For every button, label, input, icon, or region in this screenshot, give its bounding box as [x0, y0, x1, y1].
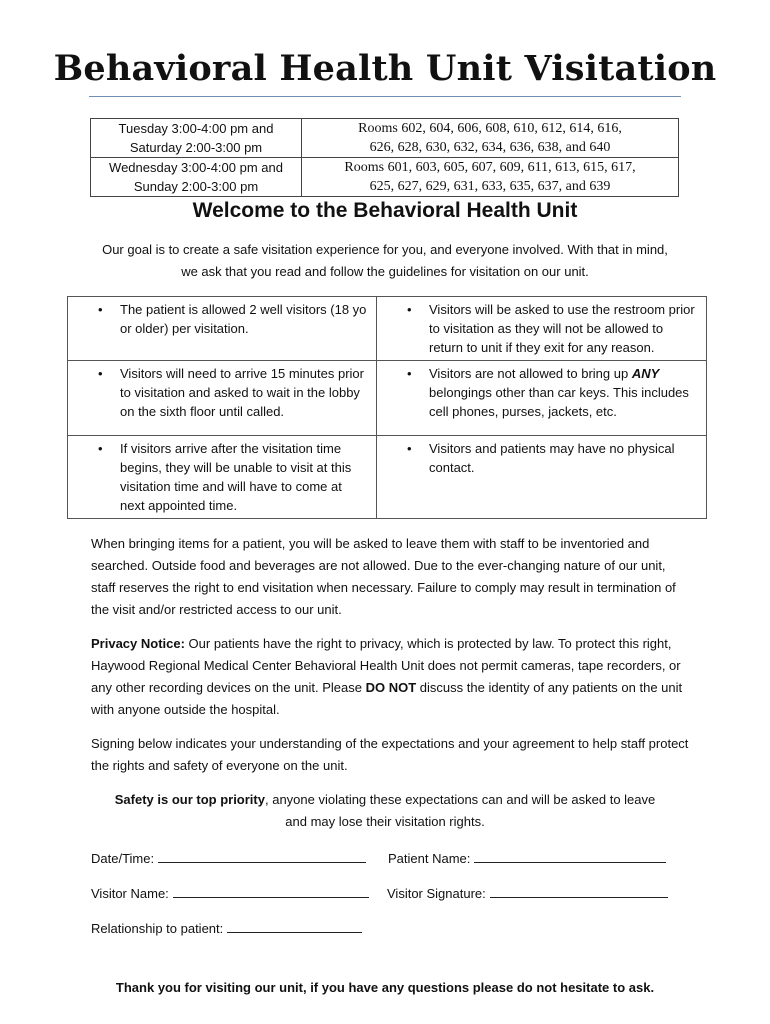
guideline-text: Visitors and patients may have no physical contact. — [429, 441, 675, 475]
patient-name-field[interactable] — [388, 848, 666, 868]
date-time-field[interactable] — [91, 848, 366, 868]
thank-you-note: Thank you for visiting our unit, if you have any questions please do not hesitate to ask. — [115, 980, 655, 995]
safety-line1: , anyone violating these expectations can and will be asked to leave — [264, 792, 656, 807]
visitor-signature-line[interactable] — [490, 883, 668, 898]
patient-name-line[interactable] — [474, 848, 666, 863]
signing-paragraph: Signing below indicates your understanding of the expectations and your agreement to help staff protect the rights and safety of everyone on the unit. — [91, 736, 689, 773]
date-time-line[interactable] — [158, 848, 366, 863]
bullet-icon: • — [98, 366, 103, 381]
guideline-cell — [68, 361, 377, 436]
guideline-text: Visitors will need to arrive 15 minutes prior to visitation and asked to wait in the lobby on the sixth floor until called. — [120, 366, 364, 419]
visitor-name-field[interactable] — [91, 883, 369, 903]
page-title: Behavioral Health Unit Visitation — [53, 48, 717, 89]
date-time-label: Date/Time: — [91, 851, 155, 866]
visitor-name-line[interactable] — [173, 883, 369, 898]
bullet-icon: • — [407, 366, 412, 381]
schedule-days-line: Tuesday 3:00-4:00 pm and — [118, 121, 274, 136]
patient-name-label: Patient Name: — [388, 851, 471, 866]
schedule-days-line: Saturday 2:00-3:00 pm — [129, 140, 263, 155]
relationship-field[interactable] — [91, 918, 362, 938]
schedule-days-line: Wednesday 3:00-4:00 pm and — [109, 160, 283, 175]
goal-paragraph: Our goal is to create a safe visitation experience for you, and everyone involved. With that in mind, we ask that you read and follow the guidelines for visitation on our unit. — [102, 242, 668, 279]
schedule-days-cell — [91, 119, 302, 158]
schedule-rooms-line: Rooms 601, 603, 605, 607, 609, 611, 613, 615, 617, — [344, 160, 636, 175]
title-underline — [89, 96, 681, 97]
bullet-icon: • — [98, 441, 103, 456]
guideline-row — [68, 297, 707, 361]
schedule-rooms-cell — [302, 119, 679, 158]
schedule-row — [91, 119, 679, 158]
guidelines-table — [67, 296, 707, 519]
visitor-name-label: Visitor Name: — [91, 886, 169, 901]
items-paragraph: When bringing items for a patient, you will be asked to leave them with staff to be inventoried and searched. Outside food and beverages are not allowed. Due to the ever-changing nature of our unit, staff reserves the right to end visitation when necessary. Failure to comply may result in termination of the visit and/or restricted access to our unit. — [91, 536, 676, 617]
schedule-rooms-line: 625, 627, 629, 631, 633, 635, 637, and 639 — [369, 179, 611, 194]
welcome-heading: Welcome to the Behavioral Health Unit — [192, 199, 578, 222]
relationship-line[interactable] — [227, 918, 362, 933]
privacy-text-end: discuss the identity of any patients on the unit with anyone outside the hospital. — [91, 680, 683, 717]
safety-paragraph — [80, 789, 690, 833]
bullet-icon: • — [407, 302, 412, 317]
schedule-days-line: Sunday 2:00-3:00 pm — [133, 179, 259, 194]
privacy-emphasis: DO NOT — [365, 680, 417, 695]
schedule-rooms-cell — [302, 158, 679, 197]
privacy-paragraph — [91, 633, 691, 721]
schedule-rooms-line: 626, 628, 630, 632, 634, 636, 638, and 640 — [369, 140, 611, 155]
relationship-label: Relationship to patient: — [91, 921, 224, 936]
schedule-rooms-line: Rooms 602, 604, 606, 608, 610, 612, 614, 616, — [358, 121, 622, 136]
bullet-icon: • — [407, 441, 412, 456]
schedule-row — [91, 158, 679, 197]
guideline-cell — [377, 361, 707, 436]
visitor-signature-field[interactable] — [387, 883, 668, 903]
visitor-signature-label: Visitor Signature: — [387, 886, 486, 901]
safety-line2: and may lose their visitation rights. — [285, 814, 485, 829]
guideline-emphasis: ANY — [631, 366, 660, 381]
guideline-text-start: Visitors are not allowed to bring up — [429, 366, 632, 381]
guideline-row — [68, 436, 707, 519]
guideline-cell — [377, 436, 707, 519]
privacy-text-start: Our patients have the right to privacy, which is protected by law. To protect this right, Haywood Regional Medical Center Behavioral Health Unit does not permit cameras, tape recorders, or any other recording devices on the unit. Please — [91, 636, 681, 695]
safety-bold: Safety is our top priority — [114, 792, 265, 807]
visitation-schedule-table — [90, 118, 679, 197]
privacy-label: Privacy Notice: — [91, 636, 185, 651]
guideline-cell — [68, 297, 377, 361]
guideline-cell — [377, 297, 707, 361]
guideline-text: Visitors will be asked to use the restroom prior to visitation as they will not be allowed to return to unit if they exit for any reason. — [429, 302, 695, 355]
bullet-icon: • — [98, 302, 103, 317]
guideline-row — [68, 361, 707, 436]
guideline-text-end: belongings other than car keys. This includes cell phones, purses, jackets, etc. — [429, 385, 689, 419]
guideline-text: The patient is allowed 2 well visitors (18 yo or older) per visitation. — [120, 302, 367, 336]
schedule-days-cell — [91, 158, 302, 197]
guideline-text: If visitors arrive after the visitation time begins, they will be unable to visit at this visitation time and will have to come at next appointed time. — [120, 441, 352, 513]
guideline-cell — [68, 436, 377, 519]
